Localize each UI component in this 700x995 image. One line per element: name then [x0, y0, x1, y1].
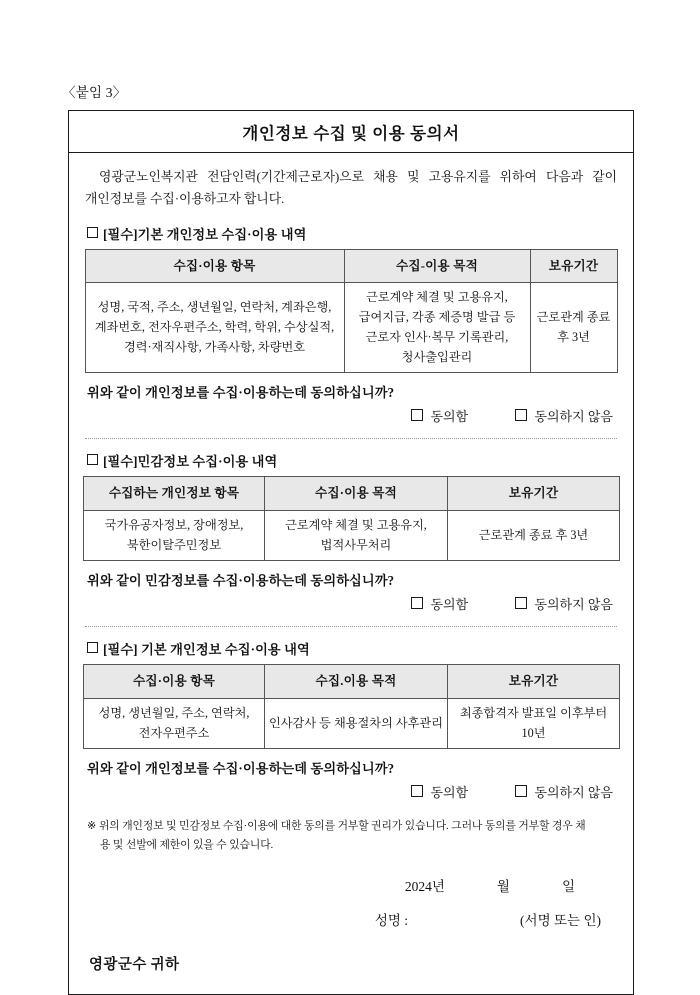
section-1-heading-text: 기본 개인정보 수집·이용 내역 [137, 227, 307, 242]
cell-retention: 최종합격자 발표일 이후부터 10년 [448, 698, 620, 749]
column-header-purpose: 수집.이용 목적 [265, 665, 448, 698]
reference-mark-icon: ※ [87, 820, 96, 833]
cell-retention: 근로관계 종료 후 3년 [530, 283, 617, 373]
table-row [85, 283, 617, 373]
section-separator-2 [85, 626, 617, 627]
agree-checkbox-icon[interactable] [411, 409, 423, 421]
agree-label: 동의함 [430, 597, 469, 613]
table-header-row [85, 250, 617, 283]
section-3-heading-text: 기본 개인정보 수집·이용 내역 [141, 642, 310, 658]
section-sensitive-info [83, 451, 619, 613]
section-3-table [83, 664, 620, 749]
date-month: 월 [496, 879, 510, 895]
cell-purpose: 근로계약 체결 및 고용유지, 급여지급, 각종 제증명 발급 등 근로자 인사·복무 기록관리, 청사출입관리 [344, 283, 530, 373]
disagree-label: 동의하지 않음 [534, 409, 613, 425]
section-separator-1 [85, 438, 617, 439]
section-1-heading [87, 224, 619, 243]
section-2-disagree-option[interactable] [515, 594, 613, 613]
column-header-retention: 보유기간 [448, 665, 620, 698]
column-header-retention: 보유기간 [530, 250, 617, 283]
section-2-table [83, 476, 620, 561]
section-3-disagree-option[interactable] [515, 782, 613, 801]
cell-items: 국가유공자정보, 장애정보, 북한이탈주민정보 [84, 510, 265, 561]
section-basic-personal-info [83, 224, 619, 425]
consent-form-frame [68, 110, 634, 995]
section-3-checkbox-icon[interactable] [87, 642, 98, 653]
disagree-label: 동의하지 않음 [534, 785, 613, 801]
section-2-required-tag: [필수] [103, 454, 138, 470]
cell-items: 성명, 국적, 주소, 생년월일, 연락처, 계좌은행, 계좌번호, 전자우편주소, 학력, 학위, 수상실적, 경력·재직사항, 가족사항, 차량번호 [85, 283, 344, 373]
signer-name-label: 성명 : [374, 913, 409, 929]
disagree-checkbox-icon[interactable] [515, 785, 527, 797]
section-1-disagree-option[interactable] [515, 406, 613, 425]
section-1-consent-options [83, 406, 613, 425]
column-header-items: 수집·이용 항목 [84, 665, 265, 698]
signature-hint: (서명 또는 인) [520, 913, 601, 929]
cell-purpose: 근로계약 체결 및 고용유지, 법적사무처리 [265, 510, 448, 561]
footnote-line-1: 위의 개인정보 및 민감정보 수집·이용에 대한 동의를 거부할 권리가 있습니다. 그러나 동의를 거부할 경우 채 [98, 820, 586, 833]
table-row [84, 510, 620, 561]
disagree-label: 동의하지 않음 [534, 597, 613, 613]
column-header-items: 수집·이용 항목 [85, 250, 344, 283]
section-2-heading-text: 민감정보 수집·이용 내역 [137, 454, 278, 470]
date-year: 2024년 [404, 879, 445, 895]
date-day: 일 [561, 879, 575, 895]
section-2-checkbox-icon[interactable] [87, 454, 98, 465]
section-3-agree-option[interactable] [411, 782, 468, 801]
section-2-consent-question: 위와 같이 민감정보를 수집·이용하는데 동의하십니까? [87, 573, 395, 589]
document-title: 개인정보 수집 및 이용 동의서 [69, 111, 633, 153]
agree-label: 동의함 [430, 785, 469, 801]
date-line [83, 875, 575, 895]
table-header-row [84, 477, 620, 510]
attachment-label: 〈붙임 3〉 [62, 85, 127, 100]
agree-checkbox-icon[interactable] [411, 785, 423, 797]
section-2-consent-options [83, 594, 613, 613]
agree-checkbox-icon[interactable] [411, 597, 423, 609]
cell-retention: 근로관계 종료 후 3년 [448, 510, 620, 561]
section-2-agree-option[interactable] [411, 594, 468, 613]
column-header-purpose: 수집·이용 목적 [265, 477, 448, 510]
column-header-purpose: 수집-이용 목적 [344, 250, 530, 283]
document-body [69, 153, 633, 994]
section-1-agree-option[interactable] [411, 406, 468, 425]
section-recruitment-followup-info [83, 639, 619, 801]
disagree-checkbox-icon[interactable] [515, 409, 527, 421]
column-header-retention: 보유기간 [448, 477, 620, 510]
footnote [87, 817, 615, 855]
cell-purpose: 인사감사 등 채용절차의 사후관리 [265, 698, 448, 749]
addressee: 영광군수 귀하 [89, 957, 180, 974]
section-3-consent-question: 위와 같이 개인정보를 수집·이용하는데 동의하십니까? [87, 761, 395, 777]
intro-paragraph: 영광군노인복지관 전담인력(기간제근로자)으로 채용 및 고용유지를 위하여 다음과 같이 개인정보를 수집·이용하고자 합니다. [85, 170, 617, 206]
section-1-table [85, 249, 618, 373]
agree-label: 동의함 [430, 409, 469, 425]
section-1-checkbox-icon[interactable] [87, 227, 98, 238]
section-3-heading [87, 639, 619, 658]
section-3-consent-options [83, 782, 613, 801]
column-header-items: 수집하는 개인정보 항목 [84, 477, 265, 510]
table-header-row [84, 665, 620, 698]
cell-items: 성명, 생년월일, 주소, 연락처, 전자우편주소 [84, 698, 265, 749]
disagree-checkbox-icon[interactable] [515, 597, 527, 609]
signature-line [83, 909, 601, 929]
table-row [84, 698, 620, 749]
section-1-required-tag: [필수] [103, 227, 138, 242]
footnote-line-2: 용 및 선발에 제한이 있을 수 있습니다. [100, 839, 274, 852]
section-2-heading [87, 451, 619, 470]
section-3-required-tag: [필수] [103, 642, 138, 658]
section-1-consent-question: 위와 같이 개인정보를 수집·이용하는데 동의하십니까? [87, 385, 395, 401]
